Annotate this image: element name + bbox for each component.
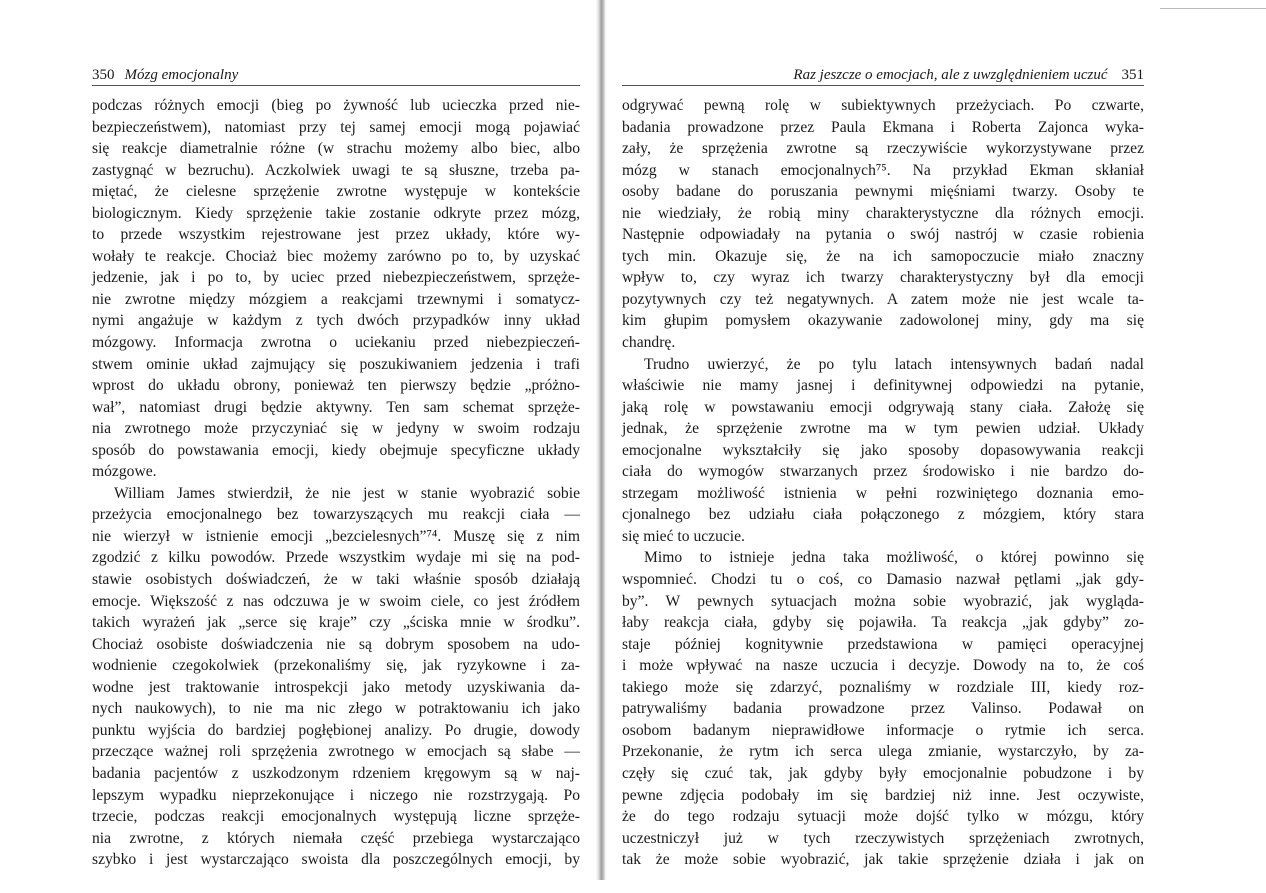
text-line: wprost do układu obrony, ponieważ ten pierwszy będzie „próżno- (92, 377, 580, 395)
text-line: strzegam możliwość istnienia w pełni rozwiniętego doznania emo- (622, 484, 1144, 502)
text-line: uczestniczył już w tych rzeczywistych sprzężeniach zwrotnych, (622, 829, 1144, 847)
text-line: bezpieczeństwem), natomiast przy tej samej emocji mogą pojawiać (92, 118, 580, 136)
text-line: zgodzić z kilku powodów. Przede wszystkim wydaje mi się na pod- (92, 549, 580, 567)
text-line: Chociaż osobiste doświadczenia nie są dobrym sposobem na udo- (92, 635, 580, 653)
text-line: zastygnąć w bezruchu). Aczkolwiek uwagi te są słuszne, trzeba pa- (92, 161, 580, 179)
right-page (606, 0, 1266, 893)
text-line: kim głupim pomysłem okazywanie zadowolonej miny, gdy ma się (622, 312, 1144, 330)
text-line: mózgowy. Informacja zwrotna o uciekaniu przed niebezpieczeń- (92, 334, 580, 352)
text-line: nymi angażuje w każdym z tych dwóch przypadków inny układ (92, 312, 580, 330)
text-line: Trudno uwierzyć, że po tylu latach intensywnych badań nadal (644, 355, 1144, 373)
text-line: sposób do powstawania emocji, kiedy obejmuje specyficzne układy (92, 441, 580, 459)
left-page (0, 0, 600, 893)
text-line: częły się czuć tak, jak gdyby były emocjonalnie pobudzone i by (622, 764, 1144, 782)
right-running-header (622, 66, 1144, 84)
text-line: jednak, że sprzężenie zwrotne ma w tym pewien udział. Układy (622, 420, 1144, 438)
text-line: przeczące ważnej roli sprzężenia zwrotnego w emocjach są słabe — (92, 743, 580, 761)
text-line: wał”, natomiast drugi będzie aktywny. Ten sam schemat sprzęże- (92, 398, 580, 416)
right-page-text (622, 95, 1144, 871)
text-line: mózgowe. (92, 463, 157, 481)
text-line: wodne jest traktowanie introspekcji jako metody uzyskiwania da- (92, 678, 580, 696)
text-line: mózg w stanach emocjonalnych⁷⁵. Na przykład Ekman skłaniał (622, 161, 1144, 179)
text-line: się mieć to uczucie. (622, 527, 745, 545)
text-line: miętać, że cielesne sprzężenie zwrotne występuje w kontekście (92, 183, 580, 201)
text-line: chandrę. (622, 334, 676, 352)
header-rule (92, 85, 580, 86)
page-number: 351 (1121, 67, 1144, 83)
text-line: lepszym wypadku nieprzekonujące i niczego nie rozstrzygają. Po (92, 786, 580, 804)
text-line: osoby badane do poruszania pewnymi mięśniami twarzy. Osoby te (622, 183, 1144, 201)
text-line: nie wiedziały, że robią miny charakterystyczne dla różnych emocji. (622, 204, 1144, 222)
text-line: stawie osobistych doświadczeń, że w taki właśnie sposób działają (92, 571, 580, 589)
text-line: wodnienie czegokolwiek (przekonaliśmy się, jak ryzykowne i za- (92, 657, 580, 675)
text-line: William James stwierdził, że nie jest w stanie wyobrazić sobie (114, 484, 580, 502)
text-line: badania prowadzone przez Paula Ekmana i Roberta Zajonca wyka- (622, 118, 1144, 136)
text-line: Przekonanie, że rytm ich serca ulega zmianie, wystarczyło, by za- (622, 743, 1144, 761)
text-line: biologicznym. Kiedy sprzężenie takie zostanie odkryte przez mózg, (92, 204, 580, 222)
text-line: wołały te reakcje. Chociaż biec możemy zarówno po to, by uzyskać (92, 247, 580, 265)
text-line: szybko i jest wystarczająco swoista dla poszczególnych emocji, by (92, 851, 580, 869)
text-line: by”. W pewnych sytuacjach można sobie wyobrazić, jak wyglądа- (622, 592, 1144, 610)
text-line: podczas różnych emocji (bieg po żywność lub ucieczka przed nie- (92, 97, 580, 114)
text-line: cjonalnego bez udziału ciała połączonego z mózgiem, który stara (622, 506, 1144, 524)
header-rule (622, 85, 1144, 86)
text-line: właściwie nie mamy jasnej i definitywnej odpowiedzi na pytanie, (622, 377, 1144, 395)
text-line: tak że może sobie wyobrazić, jak takie sprzężenie działa i jak on (622, 851, 1144, 869)
text-line: się reakcje diametralnie różne (w strachu możemy albo biec, albo (92, 140, 580, 158)
text-line: trzecie, podczas reakcji emocjonalnych występują liczne sprzęże- (92, 808, 580, 826)
running-head-title: Mózg emocjonalny (124, 67, 239, 83)
page-number: 350 (92, 67, 115, 83)
text-line: pozytywnych czy też negatywnych. A zatem może nie jest wcale ta- (622, 290, 1144, 308)
text-line: badania pacjentów z uszkodzonym rdzeniem kręgowym są w naj- (92, 764, 580, 782)
text-line: łaby reakcja ciała, gdyby się pojawiła. Ta reakcja „jak gdyby” zo- (622, 614, 1144, 632)
running-head-title: Raz jeszcze o emocjach, ale z uwzględnieniem uczuć (793, 67, 1108, 83)
text-line: przeżycia emocjonalnego bez towarzyszących mu reakcji ciała — (92, 506, 580, 524)
left-page-text (92, 95, 580, 871)
text-line: emocje. Większość z nas odczuwa je w swoim ciele, co jest źródłem (92, 592, 580, 610)
text-line: patrywaliśmy badania prowadzone przez Valinso. Podawał on (622, 700, 1144, 718)
text-line: nia zwrotne, z których niemała część przebiega wystarczająco (92, 829, 580, 847)
text-line: nie wierzył w istnienie emocji „bezcielesnych”⁷⁴. Muszę się z nim (92, 527, 580, 545)
text-line: wpływ to, czy wyraz ich twarzy charakterystyczny był dla emocji (622, 269, 1144, 287)
left-running-header (92, 66, 580, 84)
text-line: pewne zdjęcia podobały im się bardziej niż inne. Jest oczywiste, (622, 786, 1144, 804)
text-line: i może wpływać na nasze uczucia i decyzje. Dowody na to, że coś (622, 657, 1144, 675)
text-line: nych naukowych), to nie ma nic złego w potraktowaniu ich jako (92, 700, 580, 718)
text-line: wspomnieć. Chodzi tu o coś, co Damasio nazwał pętlami „jak gdy- (622, 571, 1144, 589)
text-line: emocjonalne wykształciły się jako sposoby dopasowywania reakcji (622, 441, 1144, 459)
text-line: Następnie odpowiadały na pytania o swój nastrój w czasie robienia (622, 226, 1144, 244)
text-line: takich wyrażeń jak „serce się kraje” czy „ściska mnie w środku”. (92, 614, 580, 632)
text-line: że do tego rodzaju sytuacji może dojść tylko w mózgu, który (622, 808, 1144, 826)
text-line: osobom badanym nieprawidłowe informacje o rytmie ich serca. (622, 721, 1144, 739)
text-line: takiego może się zdarzyć, poznaliśmy w rozdziale III, kiedy roz- (622, 678, 1144, 696)
text-line: stwem ominie układ zajmujący się poszukiwaniem jedzenia i trafi (92, 355, 580, 373)
text-line: jedzenie, jak i po to, by uciec przed niebezpieczeństwem, sprzęże- (92, 269, 580, 287)
text-line: odgrywać pewną rolę w subiektywnych przeżyciach. Po czwarte, (622, 97, 1144, 114)
text-line: punktu wyjścia do bardziej pogłębionej analizy. Po drugie, dowody (92, 721, 580, 739)
text-line: jaką rolę w powstawaniu emocji odgrywają stany ciała. Założę się (622, 398, 1144, 416)
text-line: ciała do wymogów stwarzanych przez środowisko i nie bardzo do- (622, 463, 1144, 481)
text-line: tych min. Okazuje się, że na ich samopoczucie miało znaczny (622, 247, 1144, 265)
text-line: Mimo to istnieje jedna taka możliwość, o której powinno się (644, 549, 1144, 567)
text-line: nia zwrotnego może przyczyniać się w jedyny w swoim rodzaju (92, 420, 580, 438)
text-line: nie zwrotne między mózgiem a reakcjami trzewnymi i somatycz- (92, 290, 580, 308)
text-line: to przede wszystkim rejestrowane jest przez układy, które wy- (92, 226, 580, 244)
text-line: staje później kognitywnie przedstawiona w pamięci operacyjnej (622, 635, 1144, 653)
text-line: zały, że sprzężenia zwrotne są rzeczywiście wykorzystywane przez (622, 140, 1144, 158)
